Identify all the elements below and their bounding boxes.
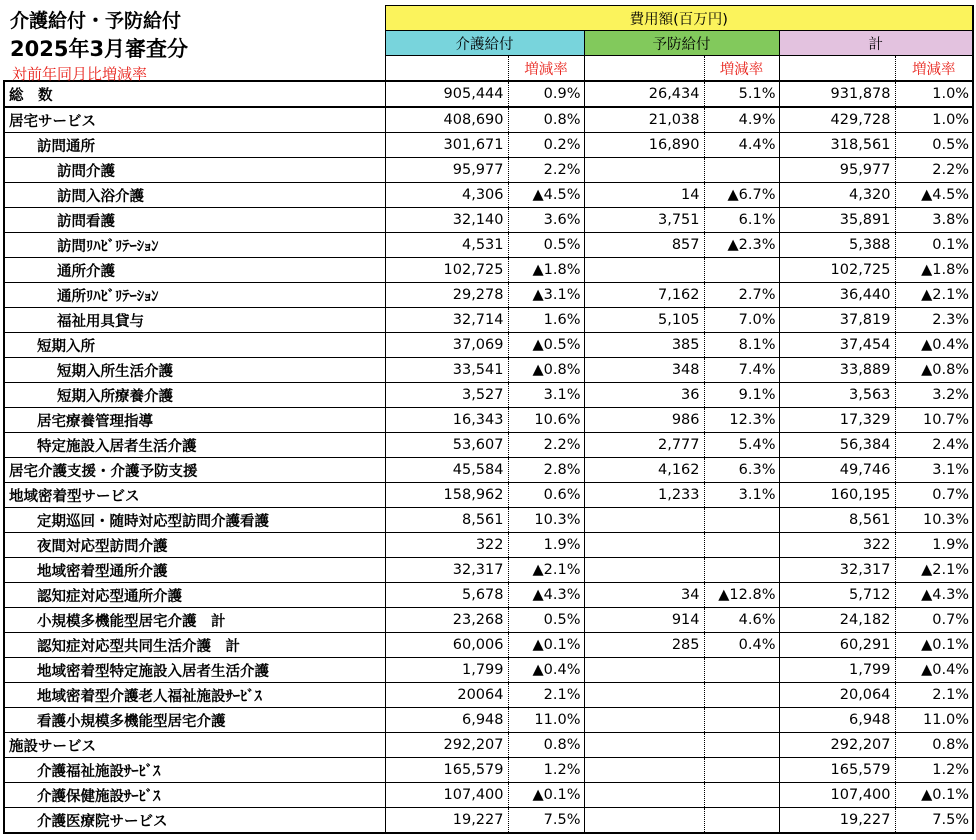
total-rate-cell: 3.8% xyxy=(895,208,973,233)
prevention-benefit-header: 予防給付 xyxy=(584,31,779,56)
care-rate-cell: 1.9% xyxy=(508,533,584,558)
prevention-amount-cell: 348 xyxy=(584,358,704,383)
prevention-rate-cell xyxy=(704,158,779,183)
care-amount-cell: 107,400 xyxy=(385,783,508,808)
total-rate-cell: 0.8% xyxy=(895,733,973,758)
care-amount-cell: 1,799 xyxy=(385,658,508,683)
care-rate-cell: 3.1% xyxy=(508,383,584,408)
total-amount-cell: 37,819 xyxy=(779,308,895,333)
care-rate-cell: ▲3.1% xyxy=(508,283,584,308)
total-rate-cell: 2.2% xyxy=(895,158,973,183)
table-row xyxy=(4,133,973,158)
prevention-amount-cell: 7,162 xyxy=(584,283,704,308)
care-rate-cell: ▲2.1% xyxy=(508,558,584,583)
total-amount-cell: 32,317 xyxy=(779,558,895,583)
prevention-amount-cell xyxy=(584,558,704,583)
care-rate-cell: 2.8% xyxy=(508,458,584,483)
total-change-rate-header: 増減率 xyxy=(895,56,973,82)
care-rate-cell: 0.6% xyxy=(508,483,584,508)
total-rate-cell: 3.1% xyxy=(895,458,973,483)
table-row xyxy=(4,333,973,358)
care-amount-cell: 322 xyxy=(385,533,508,558)
prevention-rate-cell: ▲6.7% xyxy=(704,183,779,208)
table-row xyxy=(4,158,973,183)
prevention-rate-cell xyxy=(704,733,779,758)
total-rate-cell: 2.1% xyxy=(895,683,973,708)
table-row xyxy=(4,683,973,708)
prevention-amount-cell: 285 xyxy=(584,633,704,658)
prevention-amount-cell xyxy=(584,658,704,683)
prevention-rate-cell xyxy=(704,258,779,283)
care-amount-cell: 301,671 xyxy=(385,133,508,158)
table-row xyxy=(4,107,973,133)
total-rate-cell: ▲0.4% xyxy=(895,658,973,683)
row-label: 居宅介護支援・介護予防支援 xyxy=(4,458,385,483)
care-amount-cell: 158,962 xyxy=(385,483,508,508)
total-rate-cell: 7.5% xyxy=(895,808,973,834)
total-amount-cell: 95,977 xyxy=(779,158,895,183)
care-amount-cell: 905,444 xyxy=(385,81,508,107)
prevention-rate-cell: 9.1% xyxy=(704,383,779,408)
care-rate-cell: ▲4.3% xyxy=(508,583,584,608)
care-amount-cell: 29,278 xyxy=(385,283,508,308)
prevention-amount-cell: 14 xyxy=(584,183,704,208)
row-label: 夜間対応型訪問介護 xyxy=(4,533,385,558)
total-rate-cell: ▲0.1% xyxy=(895,783,973,808)
prevention-amount-cell: 986 xyxy=(584,408,704,433)
care-rate-cell: 0.8% xyxy=(508,733,584,758)
prevention-rate-cell: 3.1% xyxy=(704,483,779,508)
prevention-rate-cell xyxy=(704,558,779,583)
total-rate-cell: 1.0% xyxy=(895,107,973,133)
total-rate-cell: 3.2% xyxy=(895,383,973,408)
care-rate-cell: 11.0% xyxy=(508,708,584,733)
total-amount-cell: 102,725 xyxy=(779,258,895,283)
care-amount-cell: 16,343 xyxy=(385,408,508,433)
total-amount-cell: 49,746 xyxy=(779,458,895,483)
cost-header: 費用額(百万円) xyxy=(385,6,973,31)
total-rate-cell: ▲4.5% xyxy=(895,183,973,208)
table-row xyxy=(4,608,973,633)
total-amount-cell: 165,579 xyxy=(779,758,895,783)
care-amount-cell: 3,527 xyxy=(385,383,508,408)
care-amount-cell: 60,006 xyxy=(385,633,508,658)
table-row xyxy=(4,508,973,533)
total-rate-cell: ▲0.4% xyxy=(895,333,973,358)
prevention-amount-cell xyxy=(584,758,704,783)
care-rate-cell: 0.8% xyxy=(508,107,584,133)
row-label: 総 数 xyxy=(4,81,385,107)
care-amount-cell: 8,561 xyxy=(385,508,508,533)
table-row xyxy=(4,558,973,583)
prevention-rate-cell: 7.4% xyxy=(704,358,779,383)
prevention-amount-cell xyxy=(584,258,704,283)
total-rate-cell: 1.9% xyxy=(895,533,973,558)
care-rate-cell: 0.2% xyxy=(508,133,584,158)
total-amount-cell: 35,891 xyxy=(779,208,895,233)
row-label: 訪問看護 xyxy=(4,208,385,233)
row-label: 施設サービス xyxy=(4,733,385,758)
prevention-rate-cell: 6.3% xyxy=(704,458,779,483)
table-row xyxy=(4,658,973,683)
total-amount-cell: 24,182 xyxy=(779,608,895,633)
total-amount-cell: 37,454 xyxy=(779,333,895,358)
care-rate-cell: 1.6% xyxy=(508,308,584,333)
total-amount-cell: 60,291 xyxy=(779,633,895,658)
care-amount-cell: 19,227 xyxy=(385,808,508,834)
total-amount-cell: 20,064 xyxy=(779,683,895,708)
prevention-amount-cell xyxy=(584,783,704,808)
prevention-amount-cell xyxy=(584,533,704,558)
row-label: 地域密着型介護老人福祉施設ｻｰﾋﾞｽ xyxy=(4,683,385,708)
cost-table xyxy=(3,5,974,834)
care-rate-cell: 0.5% xyxy=(508,608,584,633)
row-label: 認知症対応型共同生活介護 計 xyxy=(4,633,385,658)
prevention-amount-cell xyxy=(584,708,704,733)
prevention-rate-cell xyxy=(704,758,779,783)
care-amount-cell: 32,317 xyxy=(385,558,508,583)
prevention-rate-cell: 7.0% xyxy=(704,308,779,333)
care-rate-cell: ▲0.1% xyxy=(508,633,584,658)
care-rate-cell: 0.9% xyxy=(508,81,584,107)
total-amount-cell: 107,400 xyxy=(779,783,895,808)
care-rate-cell: ▲0.8% xyxy=(508,358,584,383)
row-label: 介護医療院サービス xyxy=(4,808,385,834)
prevention-rate-cell: ▲2.3% xyxy=(704,233,779,258)
prevention-amount-cell: 16,890 xyxy=(584,133,704,158)
prevention-amount-cell xyxy=(584,808,704,834)
row-label: 地域密着型サービス xyxy=(4,483,385,508)
row-label: 短期入所生活介護 xyxy=(4,358,385,383)
total-rate-cell: 0.1% xyxy=(895,233,973,258)
total-rate-cell: 2.3% xyxy=(895,308,973,333)
prevention-amount-cell: 26,434 xyxy=(584,81,704,107)
table-row xyxy=(4,458,973,483)
total-amount-cell: 56,384 xyxy=(779,433,895,458)
care-rate-cell: 10.6% xyxy=(508,408,584,433)
prevention-amount-cell: 3,751 xyxy=(584,208,704,233)
care-amount-cell: 408,690 xyxy=(385,107,508,133)
prevention-amount-cell: 21,038 xyxy=(584,107,704,133)
prevention-rate-cell: 2.7% xyxy=(704,283,779,308)
total-rate-cell: 0.5% xyxy=(895,133,973,158)
total-amount-cell: 322 xyxy=(779,533,895,558)
care-rate-cell: ▲0.5% xyxy=(508,333,584,358)
care-amount-cell: 5,678 xyxy=(385,583,508,608)
care-amount-cell: 6,948 xyxy=(385,708,508,733)
total-rate-cell: 10.3% xyxy=(895,508,973,533)
row-label: 訪問介護 xyxy=(4,158,385,183)
total-amount-cell: 5,712 xyxy=(779,583,895,608)
care-rate-cell: 2.2% xyxy=(508,433,584,458)
total-rate-cell: ▲1.8% xyxy=(895,258,973,283)
table-row xyxy=(4,383,973,408)
care-rate-cell: 2.2% xyxy=(508,158,584,183)
prevention-amount-cell xyxy=(584,158,704,183)
care-amount-cell: 292,207 xyxy=(385,733,508,758)
row-label: 通所介護 xyxy=(4,258,385,283)
total-rate-cell: ▲2.1% xyxy=(895,283,973,308)
total-amount-cell: 6,948 xyxy=(779,708,895,733)
row-label: 小規模多機能型居宅介護 計 xyxy=(4,608,385,633)
care-amount-cell: 4,531 xyxy=(385,233,508,258)
row-label: 短期入所 xyxy=(4,333,385,358)
total-amount-cell: 19,227 xyxy=(779,808,895,834)
total-rate-cell: ▲0.8% xyxy=(895,358,973,383)
total-rate-cell: ▲0.1% xyxy=(895,633,973,658)
prevention-amount-cell xyxy=(584,683,704,708)
prevention-rate-cell: 8.1% xyxy=(704,333,779,358)
care-rate-cell: 10.3% xyxy=(508,508,584,533)
total-amount-cell: 4,320 xyxy=(779,183,895,208)
prevention-amount-cell: 1,233 xyxy=(584,483,704,508)
total-rate-cell: ▲4.3% xyxy=(895,583,973,608)
prevention-amount-cell: 34 xyxy=(584,583,704,608)
total-amount-cell: 17,329 xyxy=(779,408,895,433)
title-review-month: 2025年3月審査分 xyxy=(10,37,189,61)
care-rate-cell: ▲0.1% xyxy=(508,783,584,808)
row-label: 訪問ﾘﾊﾋﾞﾘﾃｰｼｮﾝ xyxy=(4,233,385,258)
prevention-change-rate-header: 増減率 xyxy=(704,56,779,82)
prevention-rate-cell xyxy=(704,533,779,558)
care-rate-cell: 2.1% xyxy=(508,683,584,708)
table-row xyxy=(4,733,973,758)
table-row xyxy=(4,408,973,433)
table-row xyxy=(4,583,973,608)
prevention-rate-cell xyxy=(704,683,779,708)
table-row xyxy=(4,81,973,107)
table-row xyxy=(4,783,973,808)
row-label: 訪問通所 xyxy=(4,133,385,158)
row-label: 地域密着型特定施設入居者生活介護 xyxy=(4,658,385,683)
total-amount-cell: 3,563 xyxy=(779,383,895,408)
row-label: 地域密着型通所介護 xyxy=(4,558,385,583)
total-rate-cell: 1.0% xyxy=(895,81,973,107)
table-row xyxy=(4,358,973,383)
table-row xyxy=(4,233,973,258)
row-label: 定期巡回・随時対応型訪問介護看護 xyxy=(4,508,385,533)
prevention-amount-cell: 36 xyxy=(584,383,704,408)
prevention-rate-cell: 5.4% xyxy=(704,433,779,458)
total-rate-cell: 10.7% xyxy=(895,408,973,433)
total-rate-cell: 0.7% xyxy=(895,608,973,633)
total-header: 計 xyxy=(779,31,973,56)
prevention-amount-cell: 5,105 xyxy=(584,308,704,333)
care-rate-cell: ▲4.5% xyxy=(508,183,584,208)
total-rate-cell: ▲2.1% xyxy=(895,558,973,583)
prevention-rate-cell xyxy=(704,808,779,834)
total-amount-cell: 160,195 xyxy=(779,483,895,508)
total-amount-cell: 292,207 xyxy=(779,733,895,758)
care-rate-cell: 3.6% xyxy=(508,208,584,233)
prevention-rate-cell: 4.9% xyxy=(704,107,779,133)
total-amount-cell: 5,388 xyxy=(779,233,895,258)
table-row xyxy=(4,208,973,233)
care-amount-cell: 23,268 xyxy=(385,608,508,633)
care-amount-cell: 53,607 xyxy=(385,433,508,458)
care-benefit-header: 介護給付 xyxy=(385,31,584,56)
table-row xyxy=(4,708,973,733)
total-amount-cell: 8,561 xyxy=(779,508,895,533)
prevention-amount-cell: 385 xyxy=(584,333,704,358)
table-row xyxy=(4,258,973,283)
total-rate-cell: 0.7% xyxy=(895,483,973,508)
prevention-amount-cell: 2,777 xyxy=(584,433,704,458)
care-amount-cell: 102,725 xyxy=(385,258,508,283)
prevention-amount-cell: 4,162 xyxy=(584,458,704,483)
total-rate-cell: 1.2% xyxy=(895,758,973,783)
row-label: 看護小規模多機能型居宅介護 xyxy=(4,708,385,733)
prevention-rate-cell: 5.1% xyxy=(704,81,779,107)
table-row xyxy=(4,308,973,333)
row-label: 通所ﾘﾊﾋﾞﾘﾃｰｼｮﾝ xyxy=(4,283,385,308)
prevention-rate-cell xyxy=(704,783,779,808)
total-rate-cell: 2.4% xyxy=(895,433,973,458)
care-amount-cell: 165,579 xyxy=(385,758,508,783)
table-row xyxy=(4,533,973,558)
care-amount-cell: 37,069 xyxy=(385,333,508,358)
prevention-rate-cell: 6.1% xyxy=(704,208,779,233)
total-rate-cell: 11.0% xyxy=(895,708,973,733)
row-label: 認知症対応型通所介護 xyxy=(4,583,385,608)
care-amount-cell: 95,977 xyxy=(385,158,508,183)
care-amount-cell: 32,140 xyxy=(385,208,508,233)
prevention-amount-cell xyxy=(584,733,704,758)
prevention-amount-cell xyxy=(584,508,704,533)
prevention-rate-cell xyxy=(704,658,779,683)
title-benefit-type: 介護給付・予防給付 xyxy=(10,10,182,32)
title-yoy-note: 対前年同月比増減率 xyxy=(12,65,148,83)
row-label: 介護保健施設ｻｰﾋﾞｽ xyxy=(4,783,385,808)
total-amount-cell: 33,889 xyxy=(779,358,895,383)
table-row xyxy=(4,283,973,308)
prevention-rate-cell xyxy=(704,708,779,733)
prevention-rate-cell: ▲12.8% xyxy=(704,583,779,608)
prevention-rate-cell xyxy=(704,508,779,533)
care-rate-cell: 0.5% xyxy=(508,233,584,258)
care-change-rate-header: 増減率 xyxy=(508,56,584,82)
row-label: 介護福祉施設ｻｰﾋﾞｽ xyxy=(4,758,385,783)
total-amount-cell: 1,799 xyxy=(779,658,895,683)
row-label: 特定施設入居者生活介護 xyxy=(4,433,385,458)
prevention-rate-cell: 0.4% xyxy=(704,633,779,658)
care-amount-cell: 32,714 xyxy=(385,308,508,333)
row-label: 居宅療養管理指導 xyxy=(4,408,385,433)
table-row xyxy=(4,433,973,458)
care-amount-cell: 4,306 xyxy=(385,183,508,208)
care-rate-cell: 7.5% xyxy=(508,808,584,834)
total-amount-cell: 429,728 xyxy=(779,107,895,133)
prevention-amount-cell: 857 xyxy=(584,233,704,258)
care-amount-cell: 33,541 xyxy=(385,358,508,383)
prevention-rate-cell: 4.6% xyxy=(704,608,779,633)
prevention-rate-cell: 4.4% xyxy=(704,133,779,158)
total-amount-cell: 318,561 xyxy=(779,133,895,158)
row-label: 福祉用具貸与 xyxy=(4,308,385,333)
total-amount-cell: 931,878 xyxy=(779,81,895,107)
care-rate-cell: 1.2% xyxy=(508,758,584,783)
prevention-rate-cell: 12.3% xyxy=(704,408,779,433)
care-amount-cell: 20064 xyxy=(385,683,508,708)
row-label: 短期入所療養介護 xyxy=(4,383,385,408)
care-rate-cell: ▲1.8% xyxy=(508,258,584,283)
care-rate-cell: ▲0.4% xyxy=(508,658,584,683)
table-row xyxy=(4,808,973,834)
row-label: 訪問入浴介護 xyxy=(4,183,385,208)
row-label: 居宅サービス xyxy=(4,107,385,133)
table-row xyxy=(4,758,973,783)
care-amount-cell: 45,584 xyxy=(385,458,508,483)
table-row xyxy=(4,183,973,208)
total-amount-cell: 36,440 xyxy=(779,283,895,308)
prevention-amount-cell: 914 xyxy=(584,608,704,633)
table-row xyxy=(4,483,973,508)
table-row xyxy=(4,633,973,658)
